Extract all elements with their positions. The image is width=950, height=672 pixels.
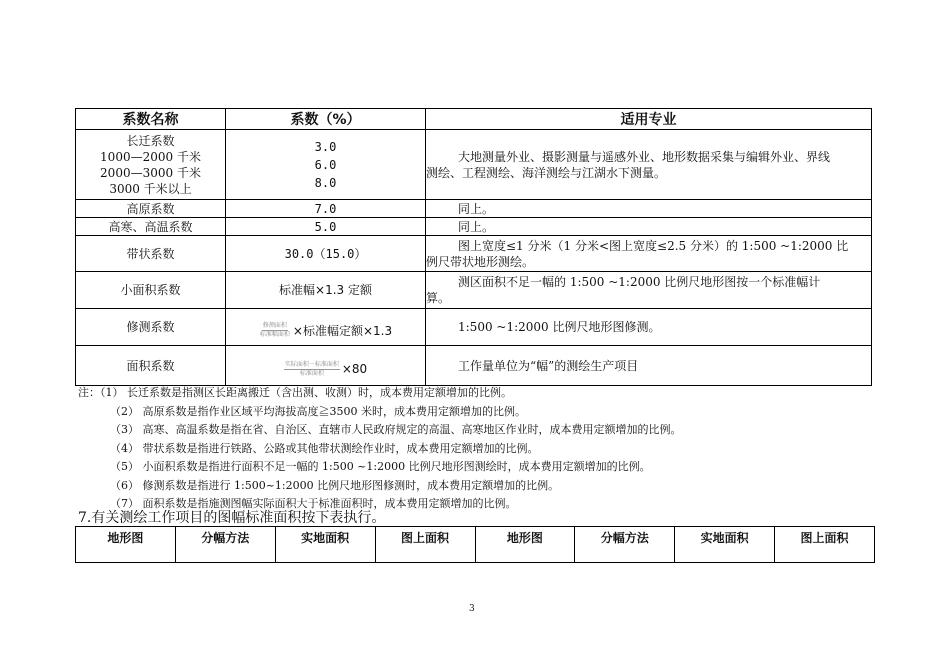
table-row [76, 272, 872, 309]
std-header-cell: 地形图 [475, 527, 575, 563]
std-header-cell: 图上面积 [375, 527, 475, 563]
std-header-cell: 实地面积 [275, 527, 375, 563]
row-name-line: 1000—2000 千米 [100, 149, 201, 164]
formula-fraction [284, 361, 340, 378]
header-applicable-field: 适用专业 [426, 109, 872, 130]
revision-formula [259, 322, 392, 339]
note-line: 注：（1） 长迁系数是指测区长距离搬迁（含出测、收测）时，成本费用定额增加的比例。 [78, 386, 512, 399]
row-desc-line: 例尺带状地形测绘。 [426, 254, 535, 269]
row-desc-line: 测区面积不足一幅的 1:500 ~1:2000 比例尺地形图按一个标准幅计 [458, 275, 821, 289]
row-name: 修测系数 [76, 309, 226, 346]
row-name: 高原系数 [76, 200, 226, 218]
fraction-denominator: 标准幅面积 [259, 331, 290, 338]
coefficient-table [75, 108, 872, 386]
row-value-line: 8.0 [314, 175, 337, 190]
row-description: 同上。 [426, 218, 872, 236]
fraction-numerator: 修测面积 [262, 322, 287, 329]
row-desc-line: 大地测量外业、摄影测量与遥感外业、地形数据采集与编辑外业、界线 [458, 149, 831, 164]
row-description [426, 236, 872, 272]
fraction-denominator: 标准面积 [299, 369, 324, 377]
table-header-row [76, 527, 875, 563]
row-name: 小面积系数 [76, 272, 226, 309]
table-row [76, 130, 872, 200]
note-line: （4） 带状系数是指进行铁路、公路或其他带状测绘作业时，成本费用定额增加的比例。 [110, 441, 539, 455]
std-header-cell: 图上面积 [775, 527, 875, 563]
std-header-cell: 分幅方法 [175, 527, 275, 563]
table-row [76, 200, 872, 218]
std-header-cell: 分幅方法 [575, 527, 675, 563]
row-name [76, 130, 226, 200]
row-value-line: 6.0 [314, 157, 337, 172]
table-row [76, 309, 872, 346]
note-line: （2） 高原系数是指作业区域平均海拔高度≧3500 米时，成本费用定额增加的比例。 [110, 404, 526, 418]
header-coef-name: 系数名称 [76, 109, 226, 130]
row-value [226, 130, 426, 200]
table-header-row [76, 109, 872, 130]
row-value: 5.0 [226, 218, 426, 236]
row-value: 标准幅×1.3 定额 [226, 272, 426, 309]
formula-fraction [259, 322, 291, 339]
formula-tail: ×标准幅定额×1.3 [292, 323, 393, 338]
fraction-numerator: 实际面积－标准面积 [284, 360, 339, 368]
row-description: 1:500 ~1:2000 比例尺地形图修测。 [426, 309, 872, 346]
row-name-line: 3000 千米以上 [109, 181, 192, 196]
row-name: 面积系数 [76, 346, 226, 386]
row-description [426, 130, 872, 200]
row-desc-line: 图上宽度≤1 分米（1 分米<图上宽度≤2.5 分米）的 1:500 ~1:2000 比 [458, 238, 849, 253]
area-formula [284, 361, 367, 378]
page-number: 3 [469, 604, 475, 614]
row-value [226, 309, 426, 346]
row-description [426, 272, 872, 309]
note-line: （3） 高寒、高温系数是指在省、自治区、直辖市人民政府规定的高温、高寒地区作业时，成本费用定额增加的比例。 [110, 423, 682, 436]
row-value: 30.0（15.0） [226, 236, 426, 272]
table-row [76, 236, 872, 272]
std-header-cell: 地形图 [76, 527, 176, 563]
std-header-cell: 实地面积 [675, 527, 775, 563]
table-row [76, 218, 872, 236]
row-name-line: 2000—3000 千米 [100, 165, 201, 180]
section-7-title: 7.有关测绘工作项目的图幅标准面积按下表执行。 [78, 510, 386, 526]
row-value: 7.0 [226, 200, 426, 218]
row-name: 带状系数 [76, 236, 226, 272]
table-row [76, 346, 872, 386]
standard-area-table [75, 526, 875, 563]
row-desc-line: 算。 [426, 291, 451, 305]
row-name: 高寒、高温系数 [76, 218, 226, 236]
note-line: （7） 面积系数是指施测图幅实际面积大于标准面积时，成本费用定额增加的比例。 [110, 497, 517, 510]
row-description: 工作量单位为“幅”的测绘生产项目 [426, 346, 872, 386]
row-value-line: 3.0 [314, 139, 337, 154]
header-coef-value: 系数（%） [226, 109, 426, 130]
row-name-line: 长迁系数 [126, 133, 175, 148]
note-line: （5） 小面积系数是指进行面积不足一幅的 1:500 ~1:2000 比例尺地形图测绘时，成本费用定额增加的比例。 [110, 460, 651, 473]
row-desc-line: 测绘、工程测绘、海洋测绘与江湖水下测量。 [426, 165, 667, 180]
note-line: （6） 修测系数是指进行 1:500~1:2000 比例尺地形图修测时，成本费用定额增加的比例。 [110, 478, 560, 492]
row-value [226, 346, 426, 386]
formula-tail: ×80 [341, 362, 368, 376]
notes-block [78, 384, 878, 514]
row-description: 同上。 [426, 200, 872, 218]
